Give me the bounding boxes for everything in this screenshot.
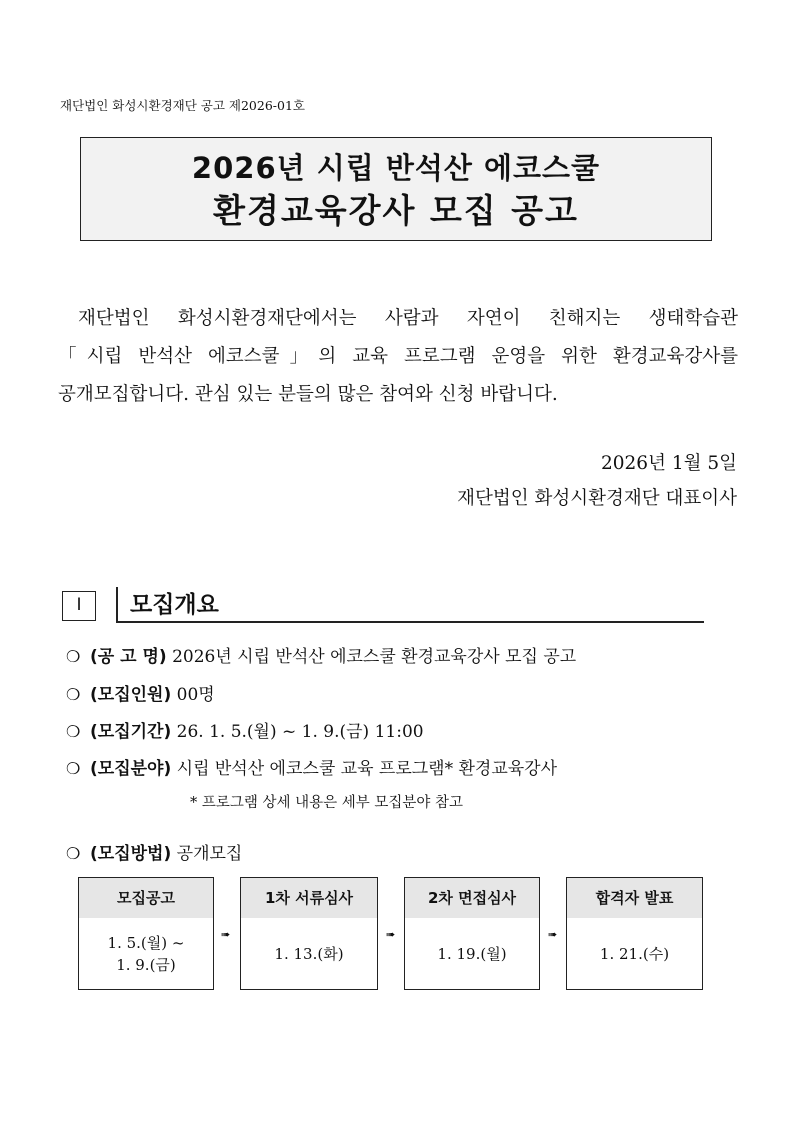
process-step-result [566,877,703,990]
item-label: (모집방법) [90,844,172,864]
step-title: 1차 서류심사 [241,878,377,918]
arrow-right-icon: ➠ [386,929,396,941]
title-line-2: 환경교육강사 모집 공고 [213,191,579,230]
circle-bullet-icon: ❍ [66,759,81,778]
step-dates [241,918,377,989]
item-method [66,839,242,864]
item-label: (모집인원) [90,685,172,705]
intro-paragraph [58,300,738,414]
arrow-right-icon: ➠ [221,929,231,941]
title-line-1: 2026년 시립 반석산 에코스쿨 [191,151,601,185]
issuer: 재단법인 화성시환경재단 대표이사 [457,488,737,509]
item-title [66,642,576,667]
process-step-document-review [240,877,378,990]
circle-bullet-icon: ❍ [66,844,81,863]
announcement-date: 2026년 1월 5일 [601,453,737,474]
item-value: 26. 1. 5.(월) ~ 1. 9.(금) 11:00 [176,722,424,742]
arrow-right-icon: ➠ [548,929,558,941]
section-divider [116,587,118,621]
section-number: Ⅰ [62,591,96,621]
intro-line-2: 「시립 반석산 에코스쿨」의 교육 프로그램 운영을 위한 환경교육강사를 [58,346,738,367]
process-step-interview [404,877,540,990]
step-date-line-1: 1. 21.(수) [599,944,670,963]
step-title: 합격자 발표 [567,878,702,918]
circle-bullet-icon: ❍ [66,647,81,666]
process-step-announcement [78,877,214,990]
step-dates [567,918,702,989]
item-headcount [66,680,215,705]
item-value: 2026년 시립 반석산 에코스쿨 환경교육강사 모집 공고 [172,647,577,667]
step-title: 2차 면접심사 [405,878,539,918]
section-title: 모집개요 [130,592,219,618]
circle-bullet-icon: ❍ [66,722,81,741]
step-dates [79,918,213,989]
intro-line-3: 공개모집합니다. 관심 있는 분들의 많은 참여와 신청 바랍니다. [58,384,558,405]
step-date-line-2: 1. 9.(금) [116,955,176,974]
item-label: (공 고 명) [90,647,167,667]
step-date-line-1: 1. 5.(월) ~ [107,933,185,952]
circle-bullet-icon: ❍ [66,685,81,704]
item-value: 공개모집 [176,844,243,864]
item-period [66,717,424,742]
step-date-line-1: 1. 19.(월) [437,944,507,963]
section-underline [116,621,704,623]
item-value: 00명 [176,685,215,705]
item-value: 시립 반석산 에코스쿨 교육 프로그램* 환경교육강사 [176,759,558,779]
step-date-line-1: 1. 13.(화) [274,944,344,963]
notice-number: 재단법인 화성시환경재단 공고 제2026-01호 [60,98,305,113]
item-label: (모집기간) [90,722,172,742]
item-field [66,754,557,779]
title-box [80,137,712,241]
field-footnote: * 프로그램 상세 내용은 세부 모집분야 참고 [190,795,464,811]
intro-line-1: 재단법인 화성시환경재단에서는 사람과 자연이 친해지는 생태학습관 [78,308,738,329]
step-dates [405,918,539,989]
step-title: 모집공고 [79,878,213,918]
item-label: (모집분야) [90,759,172,779]
